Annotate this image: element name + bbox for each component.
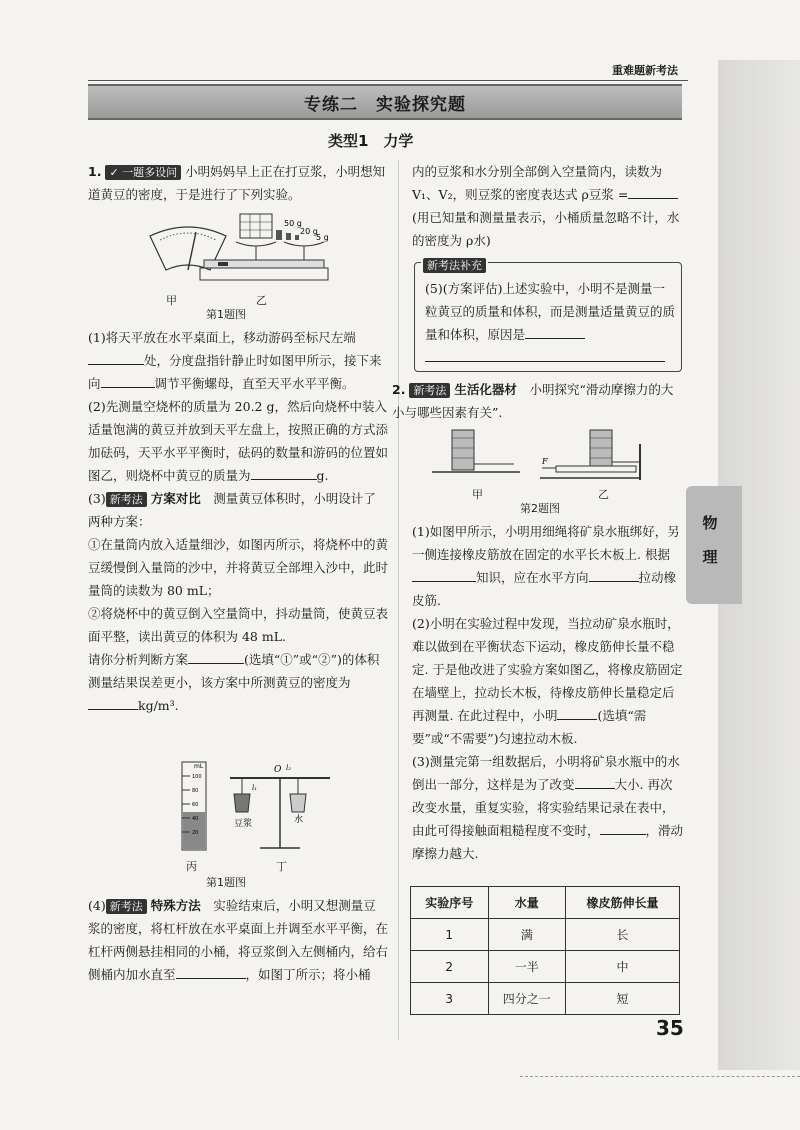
lever-icon	[230, 764, 330, 848]
q2-p2a: (2)小明在实验过程中发现，当拉动矿泉水瓶时，难以做到在平衡状态下运动，橡皮筋伸长量不稳定. 于是他改进了实验方案如图乙，将橡皮筋固定在墙壁上，拉动长木板，待橡皮筋伸长量稳定后再测量. 在此过程中，小明	[412, 616, 683, 723]
q1-p3a: 测量黄豆体积时，小明设计了两种方案：	[88, 491, 376, 529]
supplement-tag-wrap	[421, 254, 488, 273]
table-cell: 2	[411, 951, 489, 983]
table-header: 实验序号	[411, 887, 489, 919]
header-rule	[88, 80, 688, 81]
banner-title: 专练二 实验探究题	[304, 95, 466, 115]
q2-fig-label-a: 甲	[472, 488, 483, 501]
fig1-label-a: 甲	[166, 294, 177, 307]
answer-blank[interactable]	[251, 465, 317, 480]
figure-friction	[430, 424, 670, 488]
tick-label: 100	[192, 774, 202, 780]
q2-p1b: 知识，应在水平方向	[476, 570, 589, 585]
q1-p4-lead: (4)	[88, 898, 106, 913]
tick-label: 40	[192, 816, 199, 822]
q1-p4-title: 特殊方法	[150, 898, 201, 913]
pivot-label: O	[274, 765, 282, 775]
results-table	[410, 886, 680, 1015]
cylinder-unit: mL	[194, 763, 204, 770]
q2-tag-title: 生活化器材	[454, 382, 517, 397]
graduated-cylinder-icon	[182, 762, 206, 850]
weight-label: 20 g	[300, 227, 318, 236]
q1-p3b: ①在量筒内放入适量细沙，如图丙所示，将烧杯中的黄豆缓慢倒入量筒的沙中，并将黄豆全部埋入沙中，此时量筒的读数为 80 mL；	[88, 537, 389, 598]
q1-intro: 小明妈妈早上正在打豆浆，小明想知道黄豆的密度，于是进行了下列实验。	[88, 164, 386, 202]
table-cell: 1	[411, 919, 489, 951]
q1-p4b: ，如图丁所示；将小桶	[245, 967, 371, 982]
fig2-label-a: 丙	[186, 860, 197, 873]
weight-label: 50 g	[284, 219, 302, 228]
answer-blank[interactable]	[101, 373, 155, 388]
force-label: F	[542, 457, 548, 466]
q1-p4c: 内的豆浆和水分别全部倒入空量筒内，读数为 V₁、V₂，则豆浆的密度表达式 ρ豆浆 =	[412, 164, 663, 202]
column-divider	[398, 160, 399, 1040]
table-header-row	[411, 887, 680, 919]
answer-blank[interactable]	[628, 184, 678, 199]
figure-cylinder-lever	[170, 756, 380, 856]
table-row	[411, 983, 680, 1015]
q1-p3-title: 方案对比	[150, 491, 201, 506]
tick-label: 80	[192, 788, 199, 794]
subject-tab-label: 物理	[702, 514, 718, 566]
answer-blank[interactable]	[557, 705, 597, 720]
table-cell: 短	[566, 983, 680, 1015]
section-title: 类型1 力学	[328, 132, 414, 150]
q2-fig-caption: 第2题图	[520, 502, 560, 515]
q1-p3-tag: 新考法	[106, 492, 147, 507]
q2-fig-label-b: 乙	[598, 488, 609, 501]
table-cell: 中	[566, 951, 680, 983]
q1-p1a: (1)将天平放在水平桌面上，移动游码至标尺左端	[88, 330, 356, 345]
answer-blank[interactable]	[88, 695, 138, 710]
q1-p1c: 调节平衡螺母，直至天平水平平衡。	[154, 376, 355, 391]
answer-blank[interactable]	[425, 347, 665, 362]
q1-p3-unit: kg/m³.	[138, 698, 179, 713]
answer-blank[interactable]	[412, 567, 476, 582]
q1-part4-block	[88, 894, 388, 986]
q2-parts-block	[412, 520, 684, 865]
answer-blank[interactable]	[188, 649, 244, 664]
supplement-tag: 新考法补充	[423, 258, 486, 273]
bottle-setup-a-icon	[432, 430, 520, 472]
q1-p4-tag: 新考法	[106, 899, 147, 914]
section-banner	[88, 84, 682, 120]
q2-p1c: 拉动橡皮筋.	[412, 570, 677, 608]
q2-p3b: 大小. 再次改变水量，重复实验，将实验结果记录在表中，由此可得接触面粗糙程度不变时，	[412, 777, 675, 838]
q2-p1a: (1)如图甲所示，小明用细绳将矿泉水瓶绑好，另一侧连接橡皮筋放在固定的水平长木板上. 根据	[412, 524, 680, 562]
tick-label: 60	[192, 802, 199, 808]
table-header: 橡皮筋伸长量	[566, 887, 680, 919]
header-label: 重难题新考法	[612, 64, 678, 77]
q2-number: 2.	[392, 382, 406, 397]
tick-label: 20	[192, 830, 199, 836]
table-cell: 满	[488, 919, 566, 951]
q1-p3e: (选填“①”或“②”)的体积测量结果误差更小，该方案中所测黄豆的密度为	[88, 652, 380, 690]
answer-blank[interactable]	[575, 774, 615, 789]
balance-icon	[200, 214, 328, 280]
q2-p3c: ，滑动摩擦力越大.	[412, 823, 684, 861]
fig2-label-b: 丁	[276, 860, 287, 873]
q1-p1b: 处，分度盘指针静止时如图甲所示，接下来向	[88, 353, 382, 391]
table-cell: 四分之一	[488, 983, 566, 1015]
subject-tab	[686, 486, 742, 604]
table-cell: 3	[411, 983, 489, 1015]
fig1-label-b: 乙	[256, 294, 267, 307]
fig1-caption: 第1题图	[206, 308, 246, 321]
q2-tag: 新考法	[409, 383, 450, 398]
table-cell: 一半	[488, 951, 566, 983]
q1-p3c: ②将烧杯中的黄豆倒入空量筒中，抖动量筒，使黄豆表面平整，读出黄豆的体积为 48 mL.	[88, 606, 389, 644]
fig2-caption: 第1题图	[206, 876, 246, 889]
figure-balance	[140, 208, 380, 298]
q1-tag: ✓ 一题多设问	[105, 165, 181, 180]
weight-label: 5 g	[316, 233, 329, 242]
q2-p2b: (选填“需要”或“不需要”)匀速拉动木板.	[412, 708, 647, 746]
page-number: 35	[656, 1016, 684, 1040]
answer-blank[interactable]	[88, 350, 144, 365]
answer-blank[interactable]	[176, 964, 246, 979]
q1-p5a: (5)(方案评估)上述实验中，小明不是测量一粒黄豆的质量和体积，而是测量适量黄豆的质量和体积，原因是	[425, 281, 676, 342]
arm-label: l₂	[286, 764, 292, 772]
table-row	[411, 951, 680, 983]
q2-p3a: (3)测量完第一组数据后，小明将矿泉水瓶中的水倒出一部分，这样是为了改变	[412, 754, 680, 792]
q2-intro: 小明探究“滑动摩擦力的大小与哪些因素有关”.	[392, 382, 674, 420]
q1-part4-cont	[412, 160, 684, 252]
soymilk-label: 豆浆	[234, 819, 253, 829]
arm-label: l₁	[252, 784, 258, 792]
q1-p3d: 请你分析判断方案	[88, 652, 189, 667]
cut-line	[520, 1076, 800, 1077]
supplement-box	[414, 259, 682, 372]
q1-intro-block	[88, 160, 388, 206]
q1-p2: (2)先测量空烧杯的质量为 20.2 g，然后向烧杯中装入适量饱满的黄豆并放到天平左盘上，按照正确的方式添加砝码，天平水平平衡时，砝码的数量和游码的位置如图乙，则烧杯中黄豆的质量为	[88, 399, 389, 483]
answer-blank[interactable]	[525, 324, 585, 339]
water-label: 水	[294, 815, 304, 825]
answer-blank[interactable]	[600, 820, 646, 835]
answer-blank[interactable]	[589, 567, 639, 582]
table-header: 水量	[488, 887, 566, 919]
q1-parts-block	[88, 326, 388, 717]
q1-p3-lead: (3)	[88, 491, 106, 506]
q1-p4d: (用已知量和测量量表示，小桶质量忽略不计，水的密度为 ρ水)	[412, 210, 680, 248]
q1-p4a: 实验结束后，小明又想测量豆浆的密度，将杠杆放在水平桌面上并调至水平平衡，在杠杆两侧悬挂相同的小桶，将豆浆倒入左侧桶内，给右侧桶内加水直至	[88, 898, 389, 982]
supplement-text	[425, 277, 675, 369]
table-cell: 长	[566, 919, 680, 951]
q1-number: 1.	[88, 164, 102, 179]
q1-p2-unit: g.	[316, 468, 329, 483]
table-row	[411, 919, 680, 951]
bottle-setup-b-icon	[540, 430, 640, 480]
q2-intro-block	[392, 378, 684, 424]
